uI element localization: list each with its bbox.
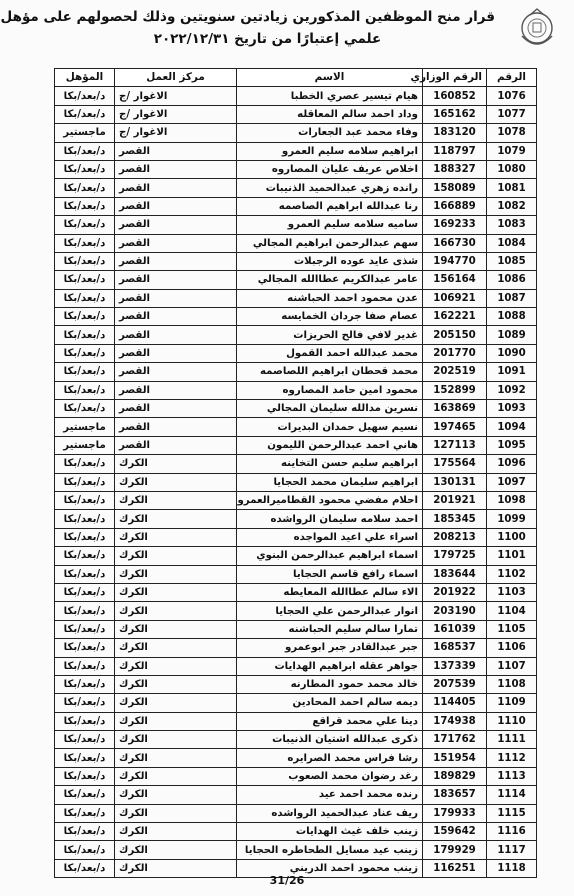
ministry-number-cell: 194770: [423, 252, 487, 270]
table-row: [55, 639, 537, 657]
row-number-cell: 1098: [487, 491, 537, 509]
employee-name-cell: وفاء محمد عبد الجعارات: [237, 124, 423, 142]
ministry-number-cell: 127113: [423, 436, 487, 454]
employee-name-cell: تمارا سالم سليم الحباشنه: [237, 620, 423, 638]
column-header-number: الرقم: [487, 69, 537, 87]
row-number-cell: 1103: [487, 583, 537, 601]
ministry-number-cell: 183644: [423, 565, 487, 583]
employee-name-cell: رنده محمد احمد عيد: [237, 786, 423, 804]
page-number: 31/26: [269, 874, 305, 887]
work-center-cell: القصر: [115, 308, 237, 326]
qualification-cell: د/بعد/بكا: [55, 804, 115, 822]
work-center-cell: الكرك: [115, 602, 237, 620]
table-row: [55, 786, 537, 804]
row-number-cell: 1104: [487, 602, 537, 620]
table-row: [55, 823, 537, 841]
column-header-name: الاسم: [237, 69, 423, 87]
employee-name-cell: زينب محمود احمد الدريني: [237, 859, 423, 877]
ministry-number-cell: 205150: [423, 326, 487, 344]
row-number-cell: 1109: [487, 694, 537, 712]
work-center-cell: الكرك: [115, 694, 237, 712]
qualification-cell: د/بعد/بكا: [55, 179, 115, 197]
employee-name-cell: احمد سلامه سليمان الرواشده: [237, 510, 423, 528]
employee-name-cell: عصام صفا جردان الخمايسه: [237, 308, 423, 326]
work-center-cell: الكرك: [115, 675, 237, 693]
table-row: [55, 160, 537, 178]
employee-name-cell: رشا فراس محمد الصرايره: [237, 749, 423, 767]
work-center-cell: القصر: [115, 326, 237, 344]
row-number-cell: 1078: [487, 124, 537, 142]
qualification-cell: ماجستير: [55, 124, 115, 142]
work-center-cell: الكرك: [115, 731, 237, 749]
row-number-cell: 1101: [487, 547, 537, 565]
employee-name-cell: نسرين مدالله سليمان المجالي: [237, 400, 423, 418]
employee-name-cell: اسماء ابراهيم عبدالرحمن البنوي: [237, 547, 423, 565]
qualification-cell: د/بعد/بكا: [55, 786, 115, 804]
qualification-cell: د/بعد/بكا: [55, 252, 115, 270]
table-row: [55, 455, 537, 473]
row-number-cell: 1114: [487, 786, 537, 804]
ministry-number-cell: 183657: [423, 786, 487, 804]
qualification-cell: د/بعد/بكا: [55, 363, 115, 381]
row-number-cell: 1084: [487, 234, 537, 252]
column-header-qualification: المؤهل: [55, 69, 115, 87]
work-center-cell: الكرك: [115, 823, 237, 841]
ministry-number-cell: 163869: [423, 400, 487, 418]
qualification-cell: د/بعد/بكا: [55, 602, 115, 620]
work-center-cell: القصر: [115, 344, 237, 362]
ministry-number-cell: 130131: [423, 473, 487, 491]
work-center-cell: الكرك: [115, 491, 237, 509]
qualification-cell: د/بعد/بكا: [55, 841, 115, 859]
employee-name-cell: خالد محمد حمود المطارنه: [237, 675, 423, 693]
qualification-cell: د/بعد/بكا: [55, 326, 115, 344]
row-number-cell: 1081: [487, 179, 537, 197]
table-header-row: [55, 69, 537, 87]
work-center-cell: الكرك: [115, 767, 237, 785]
employee-name-cell: وداد احمد سالم المعاقله: [237, 105, 423, 123]
employee-name-cell: زينب عيد مسايل الطحاطره الحجايا: [237, 841, 423, 859]
work-center-cell: الكرك: [115, 455, 237, 473]
ministry-number-cell: 156164: [423, 271, 487, 289]
employee-name-cell: انوار عبدالرحمن علي الحجايا: [237, 602, 423, 620]
ministry-number-cell: 166730: [423, 234, 487, 252]
employee-name-cell: ريف عناد عبدالحميد الرواشده: [237, 804, 423, 822]
qualification-cell: د/بعد/بكا: [55, 583, 115, 601]
table-row: [55, 271, 537, 289]
qualification-cell: د/بعد/بكا: [55, 160, 115, 178]
ministry-number-cell: 106921: [423, 289, 487, 307]
ministry-number-cell: 201770: [423, 344, 487, 362]
employee-name-cell: هيام تيسير عصري الخطبا: [237, 87, 423, 105]
work-center-cell: الكرك: [115, 528, 237, 546]
row-number-cell: 1099: [487, 510, 537, 528]
table-body: [55, 87, 537, 878]
employee-name-cell: عامر عبدالكريم عطاالله المجالي: [237, 271, 423, 289]
row-number-cell: 1096: [487, 455, 537, 473]
table-row: [55, 197, 537, 215]
qualification-cell: د/بعد/بكا: [55, 381, 115, 399]
work-center-cell: القصر: [115, 197, 237, 215]
coat-of-arms-logo: [514, 6, 560, 54]
ministry-number-cell: 158089: [423, 179, 487, 197]
employee-name-cell: رانده زهري عبدالحميد الذنيبات: [237, 179, 423, 197]
qualification-cell: د/بعد/بكا: [55, 344, 115, 362]
work-center-cell: الكرك: [115, 510, 237, 528]
row-number-cell: 1082: [487, 197, 537, 215]
table-row: [55, 326, 537, 344]
employee-name-cell: ابراهيم سليم حسن التخاينه: [237, 455, 423, 473]
row-number-cell: 1102: [487, 565, 537, 583]
qualification-cell: د/بعد/بكا: [55, 308, 115, 326]
ministry-number-cell: 169233: [423, 216, 487, 234]
work-center-cell: الكرك: [115, 473, 237, 491]
table-row: [55, 142, 537, 160]
table-row: [55, 749, 537, 767]
employee-name-cell: رغد رضوان محمد الصعوب: [237, 767, 423, 785]
work-center-cell: الكرك: [115, 786, 237, 804]
employee-name-cell: عدن محمود احمد الحباشنه: [237, 289, 423, 307]
ministry-number-cell: 159642: [423, 823, 487, 841]
ministry-number-cell: 183120: [423, 124, 487, 142]
ministry-number-cell: 151954: [423, 749, 487, 767]
employee-name-cell: اسراء علي اعيد المواجده: [237, 528, 423, 546]
row-number-cell: 1080: [487, 160, 537, 178]
column-header-ministry-number: الرقم الوزاري: [423, 69, 487, 87]
employee-name-cell: احلام مفضي محمود القطاميرالعمرو: [237, 491, 423, 509]
employee-name-cell: شذى عايد عوده الرجبلات: [237, 252, 423, 270]
work-center-cell: الاغوار /ج: [115, 105, 237, 123]
qualification-cell: د/بعد/بكا: [55, 473, 115, 491]
table-row: [55, 289, 537, 307]
employee-name-cell: ابراهيم سليمان محمد الحجايا: [237, 473, 423, 491]
ministry-number-cell: 188327: [423, 160, 487, 178]
table-row: [55, 602, 537, 620]
employee-name-cell: اخلاص عريف عليان المصاروه: [237, 160, 423, 178]
table-row: [55, 620, 537, 638]
qualification-cell: د/بعد/بكا: [55, 731, 115, 749]
ministry-number-cell: 207539: [423, 675, 487, 693]
work-center-cell: الكرك: [115, 859, 237, 877]
row-number-cell: 1095: [487, 436, 537, 454]
table-row: [55, 381, 537, 399]
table-row: [55, 436, 537, 454]
row-number-cell: 1097: [487, 473, 537, 491]
table-row: [55, 731, 537, 749]
qualification-cell: د/بعد/بكا: [55, 712, 115, 730]
ministry-number-cell: 185345: [423, 510, 487, 528]
qualification-cell: د/بعد/بكا: [55, 197, 115, 215]
work-center-cell: القصر: [115, 363, 237, 381]
ministry-number-cell: 165162: [423, 105, 487, 123]
employee-name-cell: زينب خلف غيث الهدايات: [237, 823, 423, 841]
qualification-cell: د/بعد/بكا: [55, 234, 115, 252]
employee-name-cell: اسماء رافع قاسم الحجايا: [237, 565, 423, 583]
qualification-cell: د/بعد/بكا: [55, 639, 115, 657]
employee-name-cell: الاء سالم عطاالله المعايطه: [237, 583, 423, 601]
ministry-number-cell: 114405: [423, 694, 487, 712]
work-center-cell: الكرك: [115, 639, 237, 657]
ministry-number-cell: 168537: [423, 639, 487, 657]
row-number-cell: 1116: [487, 823, 537, 841]
qualification-cell: ماجستير: [55, 418, 115, 436]
employees-table: [54, 68, 537, 878]
work-center-cell: القصر: [115, 216, 237, 234]
qualification-cell: د/بعد/بكا: [55, 767, 115, 785]
table-row: [55, 308, 537, 326]
row-number-cell: 1089: [487, 326, 537, 344]
qualification-cell: د/بعد/بكا: [55, 694, 115, 712]
work-center-cell: القصر: [115, 418, 237, 436]
employee-name-cell: ذكرى عبدالله اشتيان الذنيبات: [237, 731, 423, 749]
work-center-cell: الكرك: [115, 657, 237, 675]
work-center-cell: القصر: [115, 436, 237, 454]
employee-name-cell: ابراهيم سلامه سليم العمرو: [237, 142, 423, 160]
ministry-number-cell: 201921: [423, 491, 487, 509]
qualification-cell: د/بعد/بكا: [55, 749, 115, 767]
employee-name-cell: غدير لافي فالح الحريزات: [237, 326, 423, 344]
work-center-cell: القصر: [115, 289, 237, 307]
row-number-cell: 1108: [487, 675, 537, 693]
ministry-number-cell: 179725: [423, 547, 487, 565]
table-row: [55, 87, 537, 105]
work-center-cell: الكرك: [115, 583, 237, 601]
table-row: [55, 344, 537, 362]
employee-name-cell: محمود امين حامد المصاروه: [237, 381, 423, 399]
work-center-cell: القصر: [115, 160, 237, 178]
header-title-line-2: علمي إعتبارًا من تاريخ ٢٠٢٢/١٢/٣١: [153, 31, 382, 47]
row-number-cell: 1093: [487, 400, 537, 418]
ministry-number-cell: 162221: [423, 308, 487, 326]
row-number-cell: 1077: [487, 105, 537, 123]
qualification-cell: د/بعد/بكا: [55, 823, 115, 841]
table-row: [55, 124, 537, 142]
qualification-cell: د/بعد/بكا: [55, 289, 115, 307]
qualification-cell: د/بعد/بكا: [55, 271, 115, 289]
work-center-cell: القصر: [115, 400, 237, 418]
row-number-cell: 1092: [487, 381, 537, 399]
table-row: [55, 179, 537, 197]
work-center-cell: الكرك: [115, 620, 237, 638]
employee-name-cell: ساميه سلامه سليم العمرو: [237, 216, 423, 234]
work-center-cell: الكرك: [115, 841, 237, 859]
work-center-cell: القصر: [115, 179, 237, 197]
row-number-cell: 1086: [487, 271, 537, 289]
ministry-number-cell: 166889: [423, 197, 487, 215]
work-center-cell: القصر: [115, 252, 237, 270]
table-row: [55, 363, 537, 381]
qualification-cell: د/بعد/بكا: [55, 620, 115, 638]
ministry-number-cell: 203190: [423, 602, 487, 620]
ministry-number-cell: 179933: [423, 804, 487, 822]
table-row: [55, 804, 537, 822]
work-center-cell: الاغوار /ج: [115, 87, 237, 105]
row-number-cell: 1113: [487, 767, 537, 785]
ministry-number-cell: 175564: [423, 455, 487, 473]
table-row: [55, 528, 537, 546]
row-number-cell: 1079: [487, 142, 537, 160]
qualification-cell: د/بعد/بكا: [55, 859, 115, 877]
work-center-cell: الكرك: [115, 804, 237, 822]
qualification-cell: د/بعد/بكا: [55, 87, 115, 105]
ministry-number-cell: 174938: [423, 712, 487, 730]
table-row: [55, 418, 537, 436]
qualification-cell: د/بعد/بكا: [55, 528, 115, 546]
table-row: [55, 657, 537, 675]
row-number-cell: 1107: [487, 657, 537, 675]
table-row: [55, 105, 537, 123]
ministry-number-cell: 197465: [423, 418, 487, 436]
row-number-cell: 1112: [487, 749, 537, 767]
employee-name-cell: سهم عبدالرحمن ابراهيم المجالي: [237, 234, 423, 252]
row-number-cell: 1094: [487, 418, 537, 436]
ministry-number-cell: 171762: [423, 731, 487, 749]
ministry-number-cell: 160852: [423, 87, 487, 105]
qualification-cell: د/بعد/بكا: [55, 657, 115, 675]
document-header: [0, 6, 495, 50]
qualification-cell: د/بعد/بكا: [55, 105, 115, 123]
table-row: [55, 583, 537, 601]
ministry-number-cell: 118797: [423, 142, 487, 160]
row-number-cell: 1105: [487, 620, 537, 638]
table-row: [55, 400, 537, 418]
employee-name-cell: ديمه سالم احمد المحادين: [237, 694, 423, 712]
ministry-number-cell: 116251: [423, 859, 487, 877]
row-number-cell: 1118: [487, 859, 537, 877]
table-row: [55, 675, 537, 693]
table-row: [55, 473, 537, 491]
table-row: [55, 234, 537, 252]
qualification-cell: د/بعد/بكا: [55, 142, 115, 160]
qualification-cell: د/بعد/بكا: [55, 510, 115, 528]
employee-name-cell: جواهر عقله ابراهيم الهدايات: [237, 657, 423, 675]
qualification-cell: ماجستير: [55, 436, 115, 454]
row-number-cell: 1085: [487, 252, 537, 270]
table-row: [55, 767, 537, 785]
qualification-cell: د/بعد/بكا: [55, 565, 115, 583]
qualification-cell: د/بعد/بكا: [55, 675, 115, 693]
work-center-cell: الكرك: [115, 749, 237, 767]
ministry-number-cell: 137339: [423, 657, 487, 675]
row-number-cell: 1083: [487, 216, 537, 234]
row-number-cell: 1090: [487, 344, 537, 362]
row-number-cell: 1106: [487, 639, 537, 657]
work-center-cell: القصر: [115, 234, 237, 252]
row-number-cell: 1100: [487, 528, 537, 546]
work-center-cell: الكرك: [115, 565, 237, 583]
table-row: [55, 694, 537, 712]
qualification-cell: د/بعد/بكا: [55, 455, 115, 473]
employee-name-cell: محمد عبدالله احمد القمول: [237, 344, 423, 362]
work-center-cell: القصر: [115, 381, 237, 399]
row-number-cell: 1088: [487, 308, 537, 326]
row-number-cell: 1076: [487, 87, 537, 105]
table-row: [55, 712, 537, 730]
row-number-cell: 1087: [487, 289, 537, 307]
table-row: [55, 216, 537, 234]
work-center-cell: الكرك: [115, 547, 237, 565]
employee-name-cell: نسيم سهيل حمدان البديرات: [237, 418, 423, 436]
employee-name-cell: رنا عبدالله ابراهيم الصاصمه: [237, 197, 423, 215]
row-number-cell: 1115: [487, 804, 537, 822]
qualification-cell: د/بعد/بكا: [55, 491, 115, 509]
employee-name-cell: هاني احمد عبدالرحمن الليمون: [237, 436, 423, 454]
table-row: [55, 547, 537, 565]
ministry-number-cell: 201922: [423, 583, 487, 601]
table-row: [55, 510, 537, 528]
row-number-cell: 1110: [487, 712, 537, 730]
ministry-number-cell: 152899: [423, 381, 487, 399]
qualification-cell: د/بعد/بكا: [55, 216, 115, 234]
ministry-number-cell: 202519: [423, 363, 487, 381]
table-row: [55, 491, 537, 509]
work-center-cell: الكرك: [115, 712, 237, 730]
work-center-cell: القصر: [115, 271, 237, 289]
ministry-number-cell: 189829: [423, 767, 487, 785]
qualification-cell: د/بعد/بكا: [55, 400, 115, 418]
qualification-cell: د/بعد/بكا: [55, 547, 115, 565]
employee-name-cell: جبر عبدالقادر جبر ابوعمرو: [237, 639, 423, 657]
table-row: [55, 252, 537, 270]
row-number-cell: 1117: [487, 841, 537, 859]
row-number-cell: 1091: [487, 363, 537, 381]
work-center-cell: الاغوار /ج: [115, 124, 237, 142]
column-header-work-center: مركز العمل: [115, 69, 237, 87]
table-row: [55, 565, 537, 583]
employee-name-cell: دينا علي محمد قراقع: [237, 712, 423, 730]
ministry-number-cell: 208213: [423, 528, 487, 546]
row-number-cell: 1111: [487, 731, 537, 749]
employee-name-cell: محمد قحطان ابراهيم اللصاصمه: [237, 363, 423, 381]
ministry-number-cell: 161039: [423, 620, 487, 638]
work-center-cell: القصر: [115, 142, 237, 160]
ministry-number-cell: 179929: [423, 841, 487, 859]
header-title-line-1: قرار منح الموظفين المذكورين زيادتين سنويتين وذلك لحصولهم على مؤهل: [0, 9, 495, 25]
table-row: [55, 841, 537, 859]
